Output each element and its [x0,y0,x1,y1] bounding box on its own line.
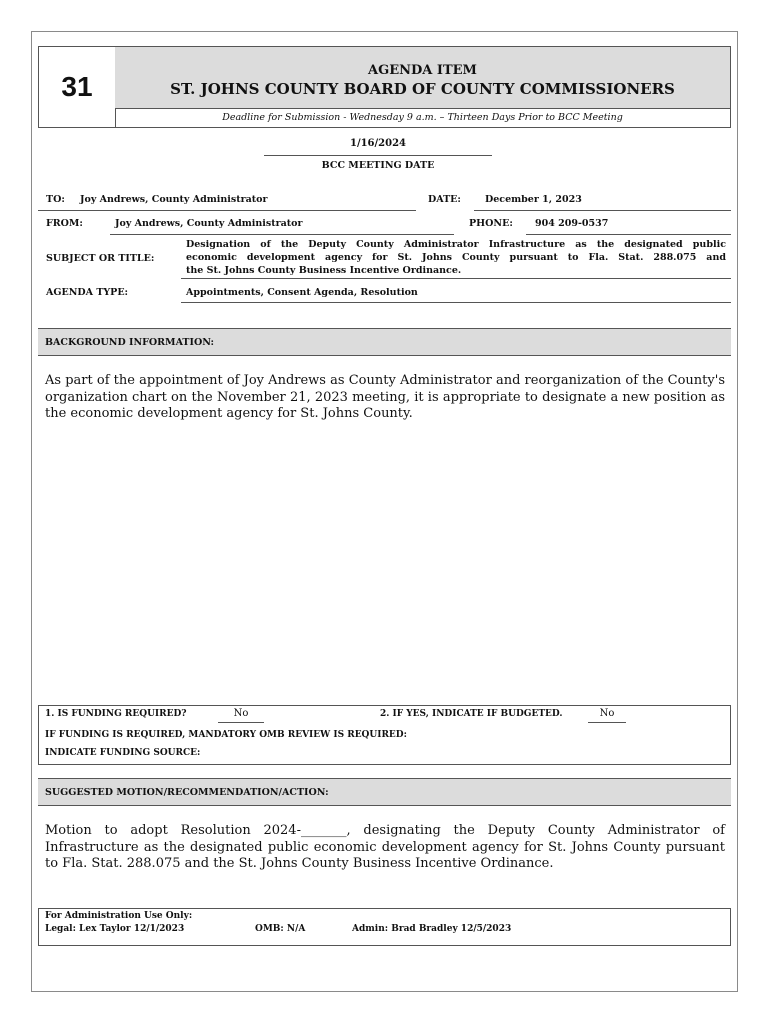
date-label: DATE: [428,194,461,205]
to-line [38,210,416,211]
funding-q2-label: 2. IF YES, INDICATE IF BUDGETED. [380,709,563,719]
agenda-type-value: Appointments, Consent Agenda, Resolution [186,287,418,298]
title-line-2: ST. JOHNS COUNTY BOARD OF COUNTY COMMISSIONERS [170,80,675,98]
motion-heading: SUGGESTED MOTION/RECOMMENDATION/ACTION: [38,778,731,806]
agenda-type-line [181,302,731,303]
subject-line-2: economic development agency for St. Johns County pursuant to Fla. Stat. 288.075 and [186,252,726,263]
funding-q2-line [588,722,626,723]
agenda-item-number: 31 [39,47,116,127]
omb-note: IF FUNDING IS REQUIRED, MANDATORY OMB REVIEW IS REQUIRED: [45,730,407,740]
agenda-header [38,46,731,128]
meeting-date: 1/16/2024 [349,138,406,149]
funding-source-label: INDICATE FUNDING SOURCE: [45,748,201,758]
phone-value: 904 209-0537 [535,218,609,229]
admin-omb: OMB: N/A [255,924,306,934]
admin-admin: Admin: Brad Bradley 12/5/2023 [352,924,512,934]
motion-text: Motion to adopt Resolution 2024-_______, designating the Deputy County Administrator of Infrastructure as the designated public economic development agency for St. Johns County pursuant to Fla. Stat. 288.075 and the St. Johns County Business Incentive Ordinance. [45,823,725,871]
background-heading: BACKGROUND INFORMATION: [38,328,731,356]
date-value: December 1, 2023 [485,194,582,205]
admin-heading: For Administration Use Only: [45,911,193,921]
phone-line [526,234,731,235]
from-value: Joy Andrews, County Administrator [115,218,303,229]
subject-line [181,278,731,279]
date-line [474,210,731,211]
to-value: Joy Andrews, County Administrator [80,194,268,205]
funding-q1-label: 1. IS FUNDING REQUIRED? [45,709,187,719]
subject-line-3: the St. Johns County Business Incentive Ordinance. [186,265,462,276]
subject-label: SUBJECT OR TITLE: [46,253,155,264]
from-label: FROM: [46,218,83,229]
meeting-date-line [264,155,492,156]
agenda-type-label: AGENDA TYPE: [46,287,129,298]
subject-line-1: Designation of the Deputy County Administrator Infrastructure as the designated public [186,239,726,250]
from-line [110,234,454,235]
deadline-note: Deadline for Submission - Wednesday 9 a.m. – Thirteen Days Prior to BCC Meeting [222,112,623,123]
title-line-1: AGENDA ITEM [368,63,477,78]
phone-label: PHONE: [469,218,513,229]
funding-q2-value: No [599,708,615,719]
admin-legal: Legal: Lex Taylor 12/1/2023 [45,924,185,934]
to-label: TO: [46,194,65,205]
funding-q1-line [218,722,264,723]
funding-q1-value: No [233,708,249,719]
meeting-date-label: BCC MEETING DATE [321,160,435,171]
title-box [115,47,730,109]
background-text: As part of the appointment of Joy Andrews as County Administrator and reorganization of the County's organization chart on the November 21, 2023 meeting, it is appropriate to designate a new position as the economic development agency for St. Johns County. [45,373,725,421]
